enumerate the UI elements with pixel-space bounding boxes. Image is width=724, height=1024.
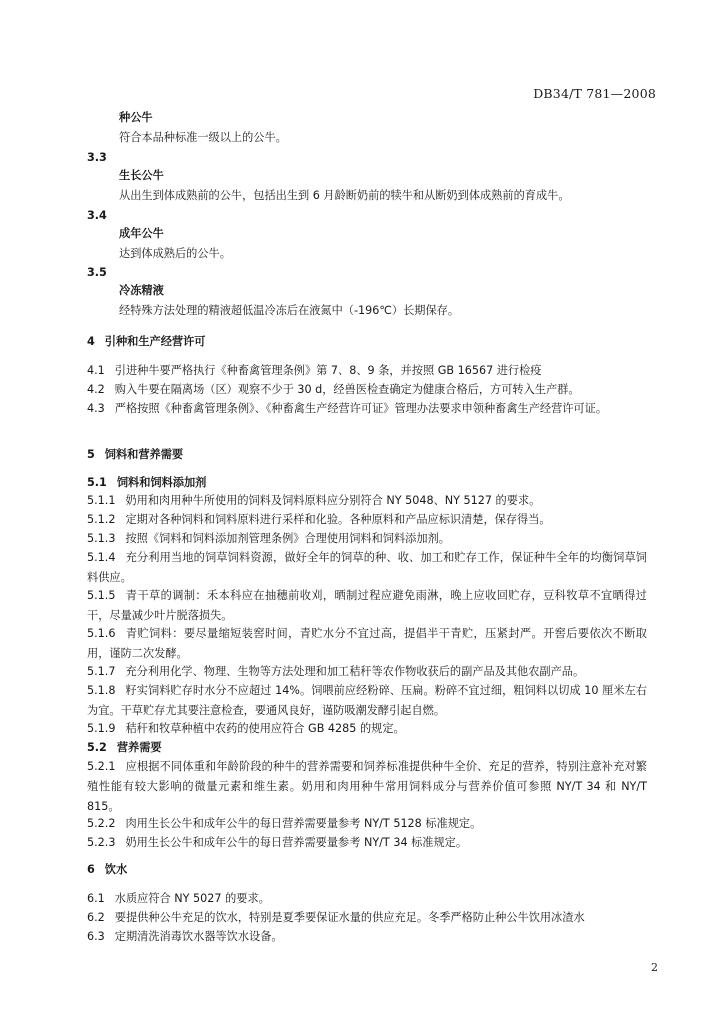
clause-5-1-1 (87, 491, 647, 511)
section-4-number: 4 (87, 335, 95, 348)
subsection-5-2-title: 营养需要 (116, 741, 162, 754)
def-frozen-semen: 经特殊方法处理的精液超低温冷冻后在液氮中（-196℃）长期保存。 (119, 304, 460, 317)
clause-5-1-1-number: 5.1.1 (87, 494, 116, 507)
section-4-heading (87, 333, 206, 351)
clause-6-3 (87, 927, 647, 947)
clause-5-1-5-text: 青干草的调制：禾本科应在抽穗前收刈，晒制过程应避免雨淋，晚上应收回贮存，豆科牧草不宜晒得过干，尽量减少叶片脱落损失。 (87, 589, 647, 622)
clause-6-1-text: 水质应符合 NY 5027 的要求。 (114, 892, 270, 905)
clause-6-3-text: 定期清洗消毒饮水器等饮水设备。 (114, 930, 283, 943)
section-5-heading (87, 446, 183, 464)
clause-5-1-8 (87, 681, 647, 721)
term-growing-bull: 生长公牛 (119, 169, 164, 182)
clause-5-1-7-number: 5.1.7 (87, 665, 116, 678)
document-code: DB34/T 781—2008 (533, 86, 656, 101)
subsection-5-2-number: 5.2 (87, 741, 107, 754)
clause-5-1-2-text: 定期对各种饲料和饲料原料进行采样和化验。各种原料和产品应标识清楚，保存得当。 (125, 513, 551, 526)
clause-5-1-3-number: 5.1.3 (87, 532, 116, 545)
clause-5-1-4 (87, 548, 647, 588)
clause-5-2-1-number: 5.2.1 (87, 760, 116, 773)
section-6-number: 6 (87, 863, 95, 876)
clause-5-1-1-text: 奶用和肉用种牛所使用的饲料及饲料原料应分别符合 NY 5048、NY 5127 的要求。 (125, 494, 541, 507)
clause-5-2-3 (87, 833, 647, 853)
subsection-5-1-heading (87, 474, 206, 492)
clause-4-3-text: 严格按照《种畜禽管理条例》、《种畜禽生产经营许可证》管理办法要求申领种畜禽生产经营许可证。 (114, 402, 608, 415)
clause-5-2-3-number: 5.2.3 (87, 836, 116, 849)
clause-5-1-8-text: 籽实饲料贮存时水分不应超过 14%。饲喂前应经粉碎、压扁。粉碎不宜过细，粗饲料以切成 10 厘米左右为宜。干草贮存尤其要注意检查，要通风良好，谨防吸潮发酵引起自燃。 (87, 684, 647, 717)
clause-5-2-3-text: 奶用生长公牛和成年公牛的每日营养需要量参考 NY/T 34 标准规定。 (125, 836, 468, 849)
section-5-number: 5 (87, 448, 95, 461)
clause-4-2 (87, 380, 647, 400)
def-growing-bull: 从出生到体成熟前的公牛，包括出生到 6 月龄断奶前的犊牛和从断奶到体成熟前的育成牛。 (119, 189, 570, 202)
clause-6-1-number: 6.1 (87, 892, 105, 905)
section-4-title: 引种和生产经营许可 (104, 335, 206, 348)
clause-5-1-7-text: 充分利用化学、物理、生物等方法处理和加工秸秆等农作物收获后的副产品及其他农副产品。 (125, 665, 585, 678)
clause-6-2 (87, 908, 647, 928)
clause-4-2-number: 4.2 (87, 383, 105, 396)
clause-4-1-text: 引进种牛要严格执行《种畜禽管理条例》第 7、8、9 条，并按照 GB 16567 进行检疫 (114, 364, 542, 377)
clause-4-1-number: 4.1 (87, 364, 105, 377)
section-6-title: 饮水 (104, 863, 128, 876)
clause-5-1-6-number: 5.1.6 (87, 627, 116, 640)
subsection-5-2-heading (87, 739, 162, 757)
clause-5-1-3-text: 按照《饲料和饲料添加剂管理条例》合理使用饲料和饲料添加剂。 (125, 532, 450, 545)
def-adult-bull: 达到体成熟后的公牛。 (119, 247, 231, 260)
clause-3-4: 3.4 (87, 209, 107, 222)
clause-5-1-2 (87, 510, 647, 530)
subsection-5-1-title: 饲料和饲料添加剂 (116, 476, 207, 489)
clause-5-1-9-text: 秸秆和牧草种植中农药的使用应符合 GB 4285 的规定。 (125, 722, 405, 735)
clause-5-2-1-text: 应根据不同体重和年龄阶段的种牛的营养需要和饲养标准提供种牛全价、充足的营养，特别注意补充对繁殖性能有较大影响的微量元素和维生素。奶用和肉用种牛常用饲料成分与营养价值可参照 NY/T 34 和 NY/T 815。 (87, 760, 647, 813)
clause-6-2-text: 要提供种公牛充足的饮水，特别是夏季要保证水量的供应充足。冬季严格防止种公牛饮用冰渣水 (114, 911, 585, 924)
clause-5-1-3 (87, 529, 647, 549)
clause-4-2-text: 购入牛要在隔离场（区）观察不少于 30 d，经兽医检查确定为健康合格后，方可转入生产群。 (114, 383, 580, 396)
subsection-5-1-number: 5.1 (87, 476, 107, 489)
clause-6-2-number: 6.2 (87, 911, 105, 924)
clause-5-1-5 (87, 586, 647, 626)
clause-6-1 (87, 889, 647, 909)
clause-6-3-number: 6.3 (87, 930, 105, 943)
clause-5-1-6 (87, 624, 647, 664)
clause-5-2-1 (87, 757, 647, 817)
clause-4-1 (87, 361, 647, 381)
clause-5-1-4-number: 5.1.4 (87, 551, 116, 564)
clause-5-1-5-number: 5.1.5 (87, 589, 116, 602)
clause-5-1-7 (87, 662, 647, 682)
clause-5-1-9 (87, 719, 647, 739)
def-breeding-bull: 符合本品种标准一级以上的公牛。 (119, 131, 287, 144)
clause-5-1-9-number: 5.1.9 (87, 722, 116, 735)
clause-5-2-2-number: 5.2.2 (87, 817, 116, 830)
section-5-title: 饲料和营养需要 (104, 448, 184, 461)
term-breeding-bull: 种公牛 (119, 111, 153, 124)
section-6-heading (87, 861, 127, 879)
clause-5-1-2-number: 5.1.2 (87, 513, 116, 526)
term-adult-bull: 成年公牛 (119, 227, 164, 240)
clause-5-1-6-text: 青贮饲料：要尽量缩短装窖时间，青贮水分不宜过高，提倡半干青贮，压紧封严。开窖后要依次不断取用，谨防二次发酵。 (87, 627, 647, 660)
clause-4-3 (87, 399, 647, 419)
clause-5-1-8-number: 5.1.8 (87, 684, 116, 697)
clause-5-2-2 (87, 814, 647, 834)
clause-3-3: 3.3 (87, 151, 107, 164)
page-number: 2 (651, 961, 658, 974)
clause-5-2-2-text: 肉用生长公牛和成年公牛的每日营养需要量参考 NY/T 5128 标准规定。 (125, 817, 482, 830)
term-frozen-semen: 冷冻精液 (119, 284, 164, 297)
clause-5-1-4-text: 充分利用当地的饲草饲料资源，做好全年的饲草的种、收、加工和贮存工作，保证种牛全年的均衡饲草饲料供应。 (87, 551, 647, 584)
clause-4-3-number: 4.3 (87, 402, 105, 415)
clause-3-5: 3.5 (87, 266, 107, 279)
